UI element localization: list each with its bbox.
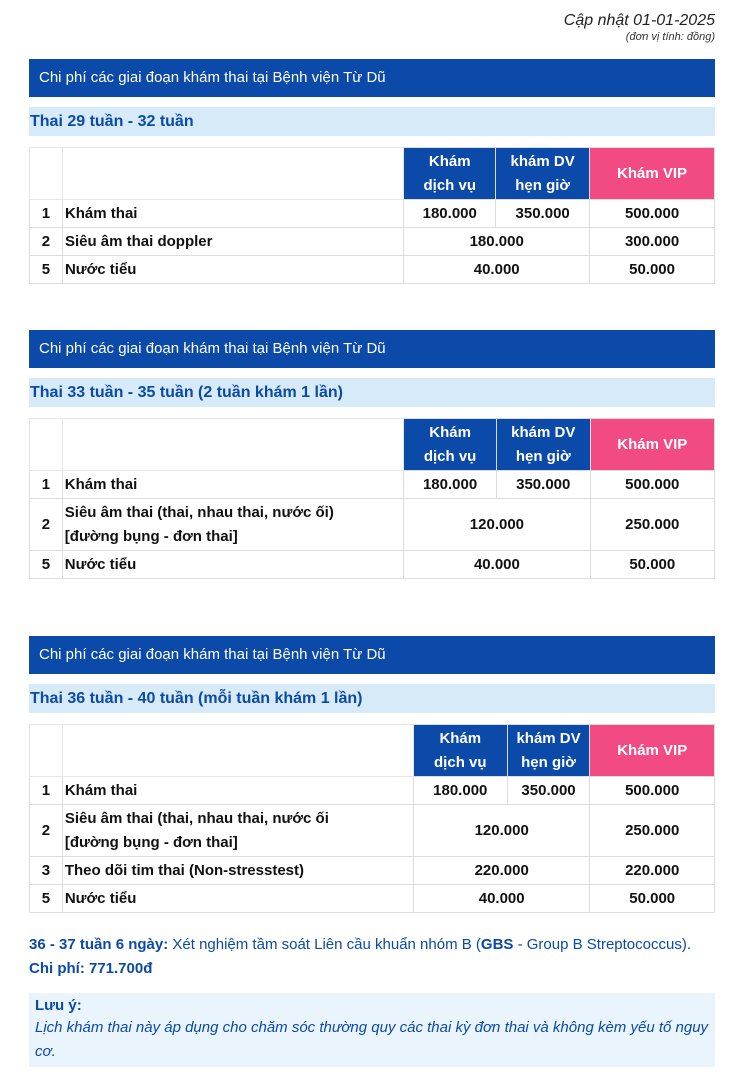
gbs-test-note: 36 - 37 tuần 6 ngày: Xét nghiệm tầm soát Liên cầu khuẩn nhóm B (GBS - Group B Streptococcus). Chi phí: 771.700đ [29,936,691,977]
table-row: 1 Khám thai 180.000 350.000 500.000 [30,200,715,228]
fee-table [29,418,715,579]
section-banner: Chi phí các giai đoạn khám thai tại Bệnh viện Từ Dũ [29,59,715,97]
table-header-row [30,725,715,777]
table-row: 3 Theo dõi tim thai (Non-stresstest) 220.000 220.000 [30,857,715,885]
table-row: 5 Nước tiểu 40.000 50.000 [30,551,715,579]
header-vip-exam: Khám VIP [590,148,715,200]
table-header-row [30,148,715,200]
table-row: 2 Siêu âm thai (thai, nhau thai, nước ối [đường bụng - đơn thai] 120.000 250.000 [30,805,715,857]
header-appointment-exam: khám DV hẹn giờ [496,148,590,200]
section-36-40-weeks [29,636,715,913]
table-row: 2 Siêu âm thai doppler 180.000 300.000 [30,228,715,256]
fee-table [29,724,715,913]
header-appointment-exam: khám DV hẹn giờ [496,419,590,471]
table-row: 5 Nước tiểu 40.000 50.000 [30,885,715,913]
update-info [564,12,715,43]
section-33-35-weeks [29,330,715,579]
table-row: 2 Siêu âm thai (thai, nhau thai, nước ối) [đường bụng - đơn thai] 120.000 250.000 [30,499,715,551]
section-banner: Chi phí các giai đoạn khám thai tại Bệnh viện Từ Dũ [29,636,715,674]
update-date: Cập nhật 01-01-2025 [563,12,715,29]
table-row: 5 Nước tiểu 40.000 50.000 [30,256,715,284]
section-subtitle: Thai 36 tuần - 40 tuần (mỗi tuần khám 1 lần) [29,684,715,713]
caution-text: Lịch khám thai này áp dụng cho chăm sóc thường quy các thai kỳ đơn thai và không kèm yếu tố nguy cơ. [35,1019,709,1060]
gbs-cost: Chi phí: 771.700đ [29,960,153,977]
header-service-exam: Khám dịch vụ [413,725,507,777]
caution-label: Lưu ý: [35,997,82,1014]
gbs-abbr: GBS [480,936,514,953]
fee-table [29,147,715,284]
header-vip-exam: Khám VIP [590,725,715,777]
header-service-exam: Khám dịch vụ [404,419,497,471]
table-header-row [30,419,715,471]
section-subtitle: Thai 29 tuần - 32 tuần [29,107,715,136]
section-subtitle: Thai 33 tuần - 35 tuần (2 tuần khám 1 lần) [29,378,715,407]
header-service-exam: Khám dịch vụ [404,148,496,200]
gbs-period: 36 - 37 tuần 6 ngày: [29,936,169,953]
table-row: 1 Khám thai 180.000 350.000 500.000 [30,777,715,805]
table-row: 1 Khám thai 180.000 350.000 500.000 [30,471,715,499]
caution-box [29,993,715,1067]
section-29-32-weeks [29,59,715,284]
header-vip-exam: Khám VIP [590,419,714,471]
currency-unit: (đơn vị tính: đồng) [625,31,715,43]
header-appointment-exam: khám DV hẹn giờ [507,725,590,777]
section-banner: Chi phí các giai đoạn khám thai tại Bệnh viện Từ Dũ [29,330,715,368]
